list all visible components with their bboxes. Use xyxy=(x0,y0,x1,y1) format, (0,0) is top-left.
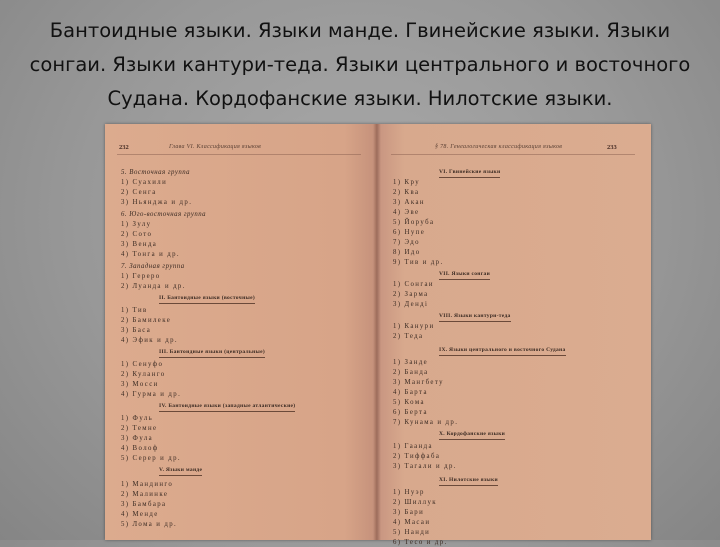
right-running-head: § 78. Генеалогическая классификация языков xyxy=(435,144,563,150)
right-line-29: 3) Тагали и др. xyxy=(393,463,457,470)
right-line-20: 2) Банда xyxy=(393,369,429,376)
left-line-12: 2) Луанда и др. xyxy=(121,283,186,290)
left-line-27: 4) Волоф xyxy=(121,445,159,452)
left-line-5: 6. Юго-восточная группа xyxy=(121,211,207,218)
left-line-30: 1) Мандинго xyxy=(121,481,174,488)
right-line-15: VIII. Языки кантури-теда xyxy=(439,312,511,322)
left-line-3: 2) Сенга xyxy=(121,189,157,196)
left-line-32: 3) Бамбара xyxy=(121,501,167,508)
right-line-19: 1) Занде xyxy=(393,359,429,366)
book-gutter xyxy=(373,124,381,540)
left-line-8: 3) Венда xyxy=(121,241,158,248)
left-running-head: Глава VI. Классификация языков xyxy=(169,144,262,150)
left-line-19: 1) Сенуфо xyxy=(121,361,164,368)
right-line-6: 5) Йоруба xyxy=(393,219,435,226)
left-line-20: 2) Куланго xyxy=(121,371,166,378)
left-line-26: 3) Фула xyxy=(121,435,154,442)
left-line-15: 2) Бамилеке xyxy=(121,317,172,324)
left-page-number: 232 xyxy=(119,144,129,151)
left-header-rule xyxy=(117,154,361,155)
right-line-11: VII. Языки сонгаи xyxy=(439,270,490,280)
right-header-rule xyxy=(391,154,635,155)
left-line-25: 2) Темне xyxy=(121,425,158,432)
left-line-17: 4) Эфик и др. xyxy=(121,337,178,344)
right-line-27: 1) Гаанда xyxy=(393,443,433,450)
left-line-18: III. Бантоидные языки (центральные) xyxy=(159,348,265,358)
left-line-24: 1) Фуль xyxy=(121,415,154,422)
right-line-13: 2) Зарма xyxy=(393,291,429,298)
right-line-18: IX. Языки центрального и восточного Судана xyxy=(439,346,566,356)
left-page xyxy=(105,124,377,540)
left-line-9: 4) Тонга и др. xyxy=(121,251,181,258)
left-line-11: 1) Гереро xyxy=(121,273,161,280)
right-line-10: 9) Тив и др. xyxy=(393,259,444,266)
right-line-12: 1) Сонгаи xyxy=(393,281,434,288)
right-line-32: 2) Шиллук xyxy=(393,499,437,506)
right-line-7: 6) Нупе xyxy=(393,229,426,236)
right-line-21: 3) Мангбету xyxy=(393,379,444,386)
right-line-1: VI. Гвинейские языки xyxy=(439,168,500,178)
right-line-5: 4) Эве xyxy=(393,209,420,216)
right-line-33: 3) Бари xyxy=(393,509,425,516)
right-line-8: 7) Эдо xyxy=(393,239,420,246)
left-line-33: 4) Менде xyxy=(121,511,159,518)
left-line-34: 5) Лома и др. xyxy=(121,521,178,528)
right-line-35: 5) Нанди xyxy=(393,529,431,536)
right-line-31: 1) Нуэр xyxy=(393,489,425,496)
right-line-2: 1) Кру xyxy=(393,179,421,186)
left-line-14: 1) Тив xyxy=(121,307,148,314)
left-line-23: IV. Бантоидные языки (западные атлантические) xyxy=(159,402,295,412)
left-line-31: 2) Малинке xyxy=(121,491,169,498)
left-line-6: 1) Зулу xyxy=(121,221,152,228)
left-line-16: 3) Баса xyxy=(121,327,152,334)
right-line-36: 6) Тесо и др. xyxy=(393,539,448,546)
left-line-28: 5) Серер и др. xyxy=(121,455,181,462)
right-line-23: 5) Кома xyxy=(393,399,425,406)
book-photo xyxy=(105,124,651,546)
left-line-29: V. Языки манде xyxy=(159,466,202,476)
right-line-24: 6) Берта xyxy=(393,409,428,416)
left-line-22: 4) Гурма и др. xyxy=(121,391,182,398)
right-line-25: 7) Кунама и др. xyxy=(393,419,459,426)
left-line-1: 5. Восточная группа xyxy=(121,169,191,176)
right-line-9: 8) Идо xyxy=(393,249,421,256)
right-line-22: 4) Барта xyxy=(393,389,428,396)
right-line-28: 2) Тиффаба xyxy=(393,453,441,460)
right-line-16: 1) Канури xyxy=(393,323,435,330)
left-line-2: 1) Суахили xyxy=(121,179,168,186)
right-page xyxy=(377,124,651,546)
right-line-26: X. Кордофанские языки xyxy=(439,430,505,440)
left-line-13: II. Бантоидные языки (восточные) xyxy=(159,294,255,304)
slide-title: Бантоидные языки. Языки манде. Гвинейские языки. Языки сонгаи. Языки кантури-теда. Языки центрального и восточного Судана. Кордофанские языки. Нилотские языки. xyxy=(29,19,691,110)
right-line-30: XI. Нилотские языки xyxy=(439,476,498,486)
right-line-3: 2) Ква xyxy=(393,189,420,196)
right-page-number: 233 xyxy=(607,144,617,151)
left-line-10: 7. Западная группа xyxy=(121,263,185,270)
right-line-34: 4) Масаи xyxy=(393,519,431,526)
right-line-14: 3) Дендi xyxy=(393,301,429,308)
right-line-4: 3) Акан xyxy=(393,199,425,206)
right-line-17: 2) Теда xyxy=(393,333,424,340)
left-line-21: 3) Мосси xyxy=(121,381,159,388)
left-line-4: 3) Ньянджа и др. xyxy=(121,199,193,206)
left-line-7: 2) Сото xyxy=(121,231,153,238)
